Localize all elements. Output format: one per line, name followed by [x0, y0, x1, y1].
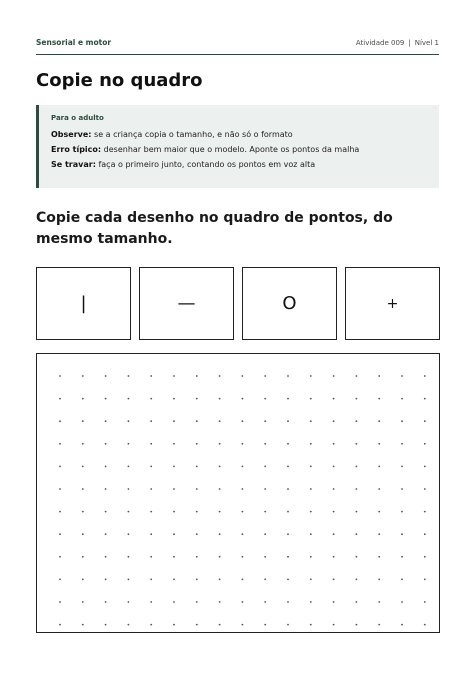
section-label: Sensorial e motor	[36, 38, 112, 47]
adult-guidance-heading: Para o adulto	[51, 114, 104, 122]
grid-dot	[242, 375, 244, 377]
guidance-typical-error-label: Erro típico:	[51, 145, 102, 154]
grid-dot	[150, 398, 152, 400]
grid-dot	[59, 624, 61, 626]
grid-dot	[105, 443, 107, 445]
grid-dot	[219, 420, 221, 422]
grid-dot	[128, 533, 130, 535]
grid-dot	[242, 511, 244, 513]
grid-dot	[424, 420, 426, 422]
grid-dot	[424, 601, 426, 603]
grid-dot	[196, 420, 198, 422]
grid-dot	[150, 511, 152, 513]
grid-dot	[82, 579, 84, 581]
grid-dot	[287, 375, 289, 377]
grid-dot	[378, 533, 380, 535]
grid-dot	[378, 624, 380, 626]
grid-dot	[128, 556, 130, 558]
model-horizontal-line: —	[139, 267, 234, 340]
grid-dot	[310, 375, 312, 377]
grid-dot	[59, 601, 61, 603]
grid-dot	[264, 624, 266, 626]
grid-dot	[219, 375, 221, 377]
grid-dot	[287, 579, 289, 581]
grid-dot	[264, 601, 266, 603]
guidance-if-stuck	[51, 160, 427, 169]
grid-dot	[333, 511, 335, 513]
guidance-if-stuck-label: Se travar:	[51, 160, 96, 169]
grid-dot	[356, 420, 358, 422]
grid-dot	[424, 375, 426, 377]
grid-dot	[333, 556, 335, 558]
grid-dot	[310, 420, 312, 422]
grid-dot	[424, 556, 426, 558]
grid-dot	[356, 533, 358, 535]
model-plus: +	[345, 267, 440, 340]
grid-dot	[128, 511, 130, 513]
grid-dot	[424, 443, 426, 445]
grid-dot	[287, 533, 289, 535]
grid-dot	[219, 556, 221, 558]
grid-dot	[333, 488, 335, 490]
grid-dot	[333, 375, 335, 377]
guidance-if-stuck-text: faça o primeiro junto, contando os pontos em voz alta	[95, 160, 316, 169]
grid-dot	[150, 533, 152, 535]
grid-dot	[196, 488, 198, 490]
grid-dot	[128, 398, 130, 400]
grid-dot	[378, 443, 380, 445]
grid-dot	[128, 579, 130, 581]
grid-dot	[219, 624, 221, 626]
grid-dot	[59, 488, 61, 490]
grid-dot	[310, 398, 312, 400]
grid-dot	[128, 466, 130, 468]
grid-dot	[59, 556, 61, 558]
grid-dot	[356, 556, 358, 558]
grid-dot	[424, 488, 426, 490]
grid-dot	[264, 466, 266, 468]
adult-guidance-box	[36, 105, 439, 188]
grid-dot	[82, 398, 84, 400]
dot-grid	[37, 354, 438, 631]
grid-dot	[196, 398, 198, 400]
grid-dot	[242, 420, 244, 422]
grid-dot	[242, 443, 244, 445]
grid-dot	[242, 466, 244, 468]
grid-dot	[128, 375, 130, 377]
grid-dot	[82, 375, 84, 377]
grid-dot	[264, 579, 266, 581]
grid-dot	[105, 579, 107, 581]
grid-dot	[59, 511, 61, 513]
grid-dot	[82, 466, 84, 468]
grid-dot	[333, 443, 335, 445]
grid-dot	[105, 511, 107, 513]
grid-dot	[128, 601, 130, 603]
grid-dot	[401, 511, 403, 513]
grid-dot	[219, 398, 221, 400]
grid-dot	[424, 533, 426, 535]
grid-dot	[378, 579, 380, 581]
grid-dot	[173, 375, 175, 377]
grid-dot	[105, 624, 107, 626]
grid-dot	[219, 488, 221, 490]
grid-dot	[356, 466, 358, 468]
guidance-observe-text: se a criança copia o tamanho, e não só o formato	[91, 130, 293, 139]
grid-dot	[356, 443, 358, 445]
grid-dot	[356, 375, 358, 377]
grid-dot	[287, 398, 289, 400]
grid-dot	[287, 488, 289, 490]
grid-dot	[378, 556, 380, 558]
grid-dot	[173, 556, 175, 558]
grid-dot	[356, 624, 358, 626]
grid-dot	[264, 375, 266, 377]
grid-dot	[59, 443, 61, 445]
grid-dot	[150, 488, 152, 490]
grid-dot	[219, 579, 221, 581]
grid-dot	[333, 601, 335, 603]
grid-dot	[196, 579, 198, 581]
grid-dot	[82, 443, 84, 445]
grid-dot	[424, 511, 426, 513]
grid-dot	[424, 624, 426, 626]
grid-dot	[59, 579, 61, 581]
grid-dot	[196, 443, 198, 445]
grid-dot	[310, 443, 312, 445]
header-separator: |	[408, 38, 411, 47]
grid-dot	[196, 601, 198, 603]
grid-dot	[59, 533, 61, 535]
grid-dot	[264, 398, 266, 400]
grid-dot	[401, 556, 403, 558]
grid-dot	[173, 420, 175, 422]
grid-dot	[310, 533, 312, 535]
grid-dot	[287, 511, 289, 513]
activity-info	[356, 39, 439, 47]
grid-dot	[287, 420, 289, 422]
grid-dot	[150, 601, 152, 603]
grid-dot	[378, 466, 380, 468]
grid-dot	[264, 511, 266, 513]
grid-dot	[356, 601, 358, 603]
grid-dot	[287, 624, 289, 626]
grid-dot	[173, 533, 175, 535]
grid-dot	[310, 624, 312, 626]
page-header	[36, 33, 439, 55]
grid-dot	[128, 443, 130, 445]
grid-dot	[378, 420, 380, 422]
grid-dot	[264, 443, 266, 445]
grid-dot	[242, 601, 244, 603]
grid-dot	[333, 466, 335, 468]
grid-dot	[128, 488, 130, 490]
grid-dot	[105, 601, 107, 603]
grid-dot	[219, 511, 221, 513]
grid-dot	[333, 420, 335, 422]
grid-dot	[128, 420, 130, 422]
grid-dot	[310, 579, 312, 581]
grid-dot	[310, 601, 312, 603]
model-vertical-line: |	[36, 267, 131, 340]
grid-dot	[356, 488, 358, 490]
grid-dot	[150, 443, 152, 445]
grid-dot	[401, 375, 403, 377]
grid-dot	[82, 420, 84, 422]
grid-dot	[219, 533, 221, 535]
grid-dot	[173, 443, 175, 445]
grid-dot	[196, 511, 198, 513]
grid-dot	[378, 488, 380, 490]
grid-dot	[242, 556, 244, 558]
grid-dot	[150, 624, 152, 626]
grid-dot	[150, 420, 152, 422]
guidance-observe	[51, 130, 427, 139]
grid-dot	[105, 533, 107, 535]
grid-dot	[82, 488, 84, 490]
grid-dot	[196, 533, 198, 535]
grid-dot	[105, 375, 107, 377]
grid-dot	[356, 579, 358, 581]
grid-dot	[82, 601, 84, 603]
grid-dot	[333, 624, 335, 626]
grid-dot	[150, 556, 152, 558]
grid-dot	[59, 398, 61, 400]
grid-dot	[219, 443, 221, 445]
grid-dot	[264, 420, 266, 422]
grid-dot	[150, 579, 152, 581]
grid-dot	[173, 579, 175, 581]
grid-dot	[105, 420, 107, 422]
grid-dot	[310, 556, 312, 558]
grid-dot	[287, 443, 289, 445]
grid-dot	[356, 398, 358, 400]
grid-dot	[59, 466, 61, 468]
grid-dot	[219, 601, 221, 603]
grid-dot	[310, 488, 312, 490]
grid-dot	[401, 420, 403, 422]
grid-dot	[287, 466, 289, 468]
grid-dot	[196, 375, 198, 377]
grid-dot	[401, 533, 403, 535]
grid-dot	[310, 511, 312, 513]
grid-dot	[128, 624, 130, 626]
grid-dot	[150, 466, 152, 468]
page-title: Copie no quadro	[36, 70, 203, 91]
grid-dot	[401, 398, 403, 400]
grid-dot	[196, 466, 198, 468]
grid-dot	[424, 466, 426, 468]
grid-dot	[287, 556, 289, 558]
grid-dot	[401, 601, 403, 603]
grid-dot	[59, 375, 61, 377]
activity-number: Atividade 009	[355, 38, 405, 47]
grid-dot	[242, 488, 244, 490]
grid-dot	[264, 488, 266, 490]
grid-dot	[378, 601, 380, 603]
grid-dot	[401, 624, 403, 626]
grid-dot	[424, 579, 426, 581]
grid-dot	[82, 533, 84, 535]
grid-dot	[196, 556, 198, 558]
grid-dot	[59, 420, 61, 422]
grid-dot	[82, 624, 84, 626]
grid-dot	[105, 488, 107, 490]
grid-dot	[378, 375, 380, 377]
grid-dot	[105, 556, 107, 558]
instruction-text: Copie cada desenho no quadro de pontos, do mesmo tamanho.	[36, 210, 393, 247]
grid-dot	[105, 466, 107, 468]
grid-dot	[401, 488, 403, 490]
grid-dot	[424, 398, 426, 400]
grid-dot	[401, 579, 403, 581]
grid-dot	[378, 511, 380, 513]
grid-dot	[264, 556, 266, 558]
grid-dot	[82, 556, 84, 558]
grid-dot	[196, 624, 198, 626]
grid-dot	[173, 511, 175, 513]
grid-dot	[173, 601, 175, 603]
dot-grid-canvas[interactable]	[36, 353, 440, 633]
grid-dot	[333, 579, 335, 581]
grid-dot	[105, 398, 107, 400]
level-label: Nível 1	[414, 38, 439, 47]
grid-dot	[173, 624, 175, 626]
grid-dot	[173, 398, 175, 400]
grid-dot	[333, 533, 335, 535]
grid-dot	[310, 466, 312, 468]
grid-dot	[242, 579, 244, 581]
grid-dot	[242, 624, 244, 626]
grid-dot	[287, 601, 289, 603]
grid-dot	[401, 443, 403, 445]
guidance-observe-label: Observe:	[51, 130, 92, 139]
grid-dot	[356, 511, 358, 513]
grid-dot	[242, 533, 244, 535]
grid-dot	[173, 488, 175, 490]
grid-dot	[150, 375, 152, 377]
model-circle: O	[242, 267, 337, 340]
grid-dot	[401, 466, 403, 468]
guidance-typical-error-text: desenhar bem maior que o modelo. Aponte os pontos da malha	[101, 145, 360, 154]
grid-dot	[333, 398, 335, 400]
guidance-typical-error	[51, 145, 427, 154]
grid-dot	[173, 466, 175, 468]
model-row	[36, 267, 440, 340]
grid-dot	[219, 466, 221, 468]
grid-dot	[264, 533, 266, 535]
grid-dot	[242, 398, 244, 400]
grid-dot	[82, 511, 84, 513]
grid-dot	[378, 398, 380, 400]
